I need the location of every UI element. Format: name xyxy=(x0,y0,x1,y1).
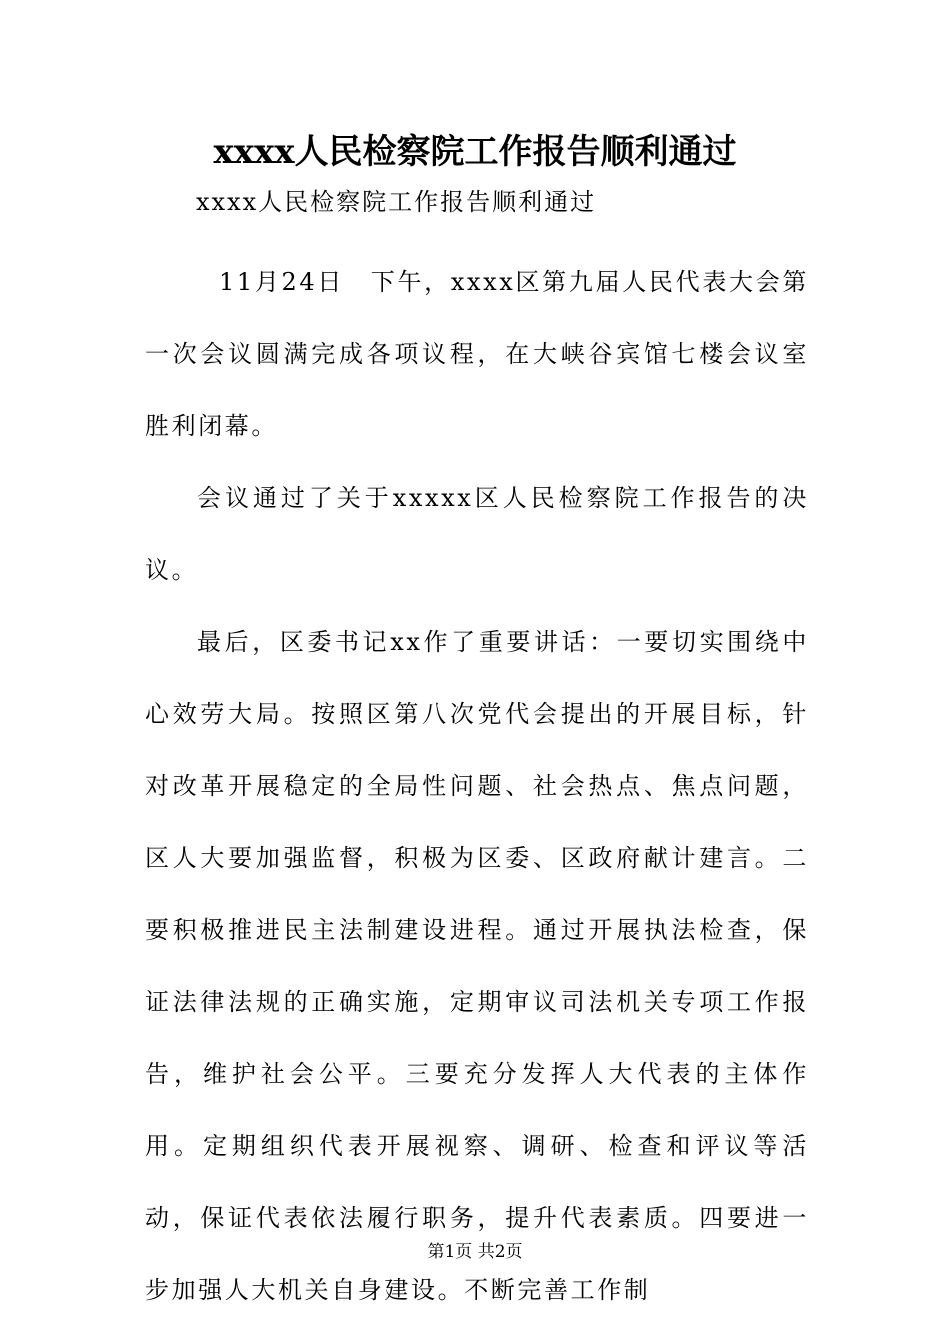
page-subtitle: xxxx人民检察院工作报告顺利通过 xyxy=(196,188,597,216)
paragraph-meeting-close: 11月24日 下午，xxxx区第九届人民代表大会第一次会议圆满完成各项议程，在大峡谷宾馆七楼会议室胜利闭幕。 xyxy=(145,268,809,440)
paragraph-resolution: 会议通过了关于xxxxx区人民检察院工作报告的决议。 xyxy=(145,484,809,584)
page-footer: 第1页 共2页 xyxy=(427,1242,523,1262)
page-title: xxxx人民检察院工作报告顺利通过 xyxy=(213,132,737,172)
document-body xyxy=(145,246,809,1326)
paragraph-speech: 最后，区委书记xx作了重要讲话：一要切实围绕中心效劳大局。按照区第八次党代会提出的开展目标，针对改革开展稳定的全局性问题、社会热点、焦点问题，区人大要加强监督，积极为区委、区政府献计建言。二要积极推进民主法制建设进程。通过开展执法检查，保证法律法规的正确实施，定期审议司法机关专项工作报告，维护社会公平。三要充分发挥人大代表的主体作用。定期组织代表开展视察、调研、检查和评议等活动，保证代表依法履行职务，提升代表素质。四要进一步加强人大机关自身建设。不断完善工作制 xyxy=(145,628,809,1304)
